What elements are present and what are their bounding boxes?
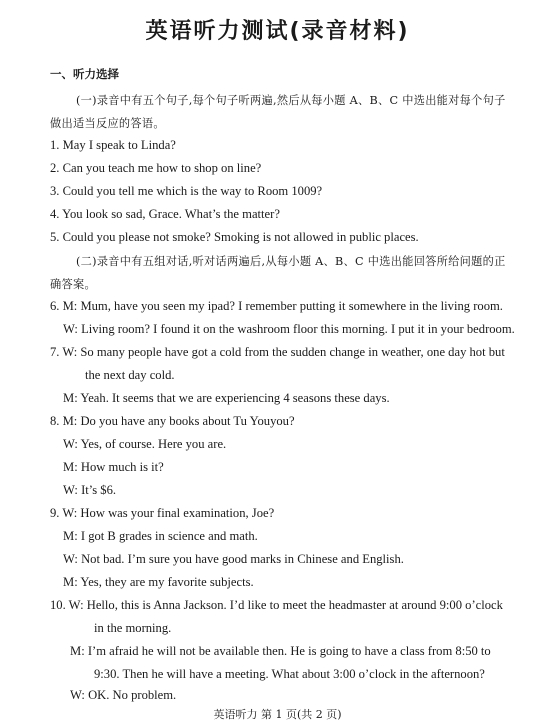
dialogue-line: W: Living room? I found it on the washroom floor this morning. I put it in your bedroom. [63,322,515,336]
dialogue-line: M: Yeah. It seems that we are experiencing 4 seasons these days. [63,391,390,405]
dialogue-line: W: Not bad. I’m sure you have good marks in Chinese and English. [63,552,404,566]
dialogue-line: W: OK. No problem. [70,688,177,702]
dialogue-line: M: Yes, they are my favorite subjects. [63,575,254,589]
dialogue-line: M: I got B grades in science and math. [63,529,258,543]
page-footer: 英语听力 第 1 页(共 2 页) [213,708,342,721]
part1-instruction: (一)录音中有五个句子,每个句子听两遍,然后从每小题 A、B、C 中选出能对每个句子 [76,94,506,107]
question-4: 4. You look so sad, Grace. What’s the matter? [50,207,280,221]
dialogue-line: M: How much is it? [63,460,164,474]
dialogue-line: 10. W: Hello, this is Anna Jackson. I’d like to meet the headmaster at around 9:00 o’clock [50,598,503,612]
dialogue-line: 6. M: Mum, have you seen my ipad? I remember putting it somewhere in the living room. [50,299,503,313]
part1-instruction-cont: 做出适当反应的答语。 [50,117,165,130]
question-1: 1. May I speak to Linda? [50,138,176,152]
dialogue-line: W: Yes, of course. Here you are. [63,437,227,451]
dialogue-line: 9:30. Then he will have a meeting. What about 3:00 o’clock in the afternoon? [94,667,485,681]
dialogue-line: 8. M: Do you have any books about Tu Youyou? [50,414,295,428]
question-2: 2. Can you teach me how to shop on line? [50,161,262,175]
dialogue-line: the next day cold. [85,368,175,382]
section-heading: 一、听力选择 [50,67,119,81]
dialogue-line: 7. W: So many people have got a cold from the sudden change in weather, one day hot but [50,345,505,359]
part2-instruction: (二)录音中有五组对话,听对话两遍后,从每小题 A、B、C 中选出能回答所给问题的正 [76,255,506,268]
dialogue-line: M: I’m afraid he will not be available then. He is going to have a class from 8:50 to [70,644,491,658]
question-3: 3. Could you tell me which is the way to Room 1009? [50,184,323,198]
dialogue-line: W: It’s $6. [63,483,117,497]
page-title: 英语听力测试(录音材料) [145,19,410,44]
question-5: 5. Could you please not smoke? Smoking is not allowed in public places. [50,230,419,244]
dialogue-line: 9. W: How was your final examination, Joe? [50,506,275,520]
part2-instruction-cont: 确答案。 [50,278,96,291]
dialogue-line: in the morning. [94,621,172,635]
